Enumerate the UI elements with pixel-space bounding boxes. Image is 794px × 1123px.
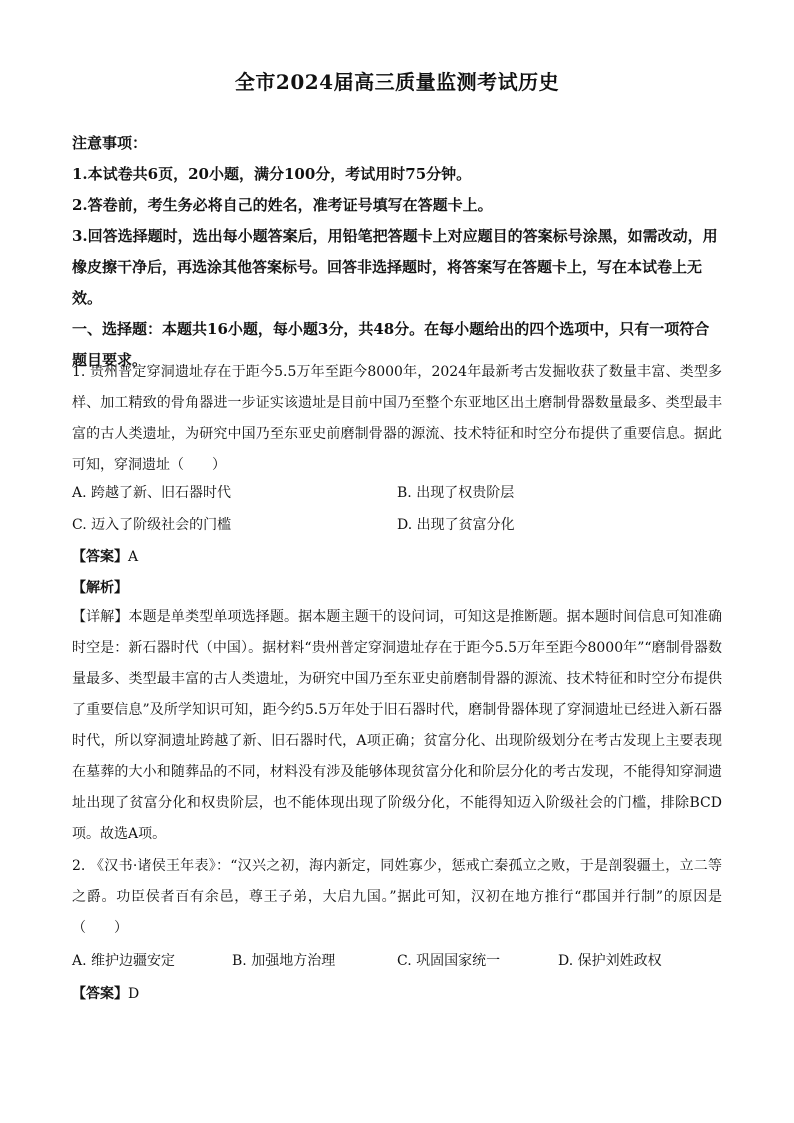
section-heading: 一、选择题：本题共16小题，每小题3分，共48分。在每小题给出的四个选项中，只有一项符合题目要求。 [72, 320, 710, 369]
q2-option-c[interactable]: C. 巩固国家统一 [397, 953, 501, 969]
question-1-stem: 1. 贵州普定穿洞遗址存在于距今5.5万年至距今8000年，2024年最新考古发掘收获了数量丰富、类型多样、加工精致的骨角器进一步证实该遗址是目前中国乃至整个东亚地区出土磨制骨器数量最多、类型最丰富的古人类遗址，为研究中国乃至东亚史前磨制骨器的源流、技术特征和时空分布提供了重要信息。据此可知，穿洞遗址（ ） [72, 364, 722, 473]
note-item: 2.答卷前，考生务必将自己的姓名，准考证号填写在答题卡上。 [72, 196, 493, 214]
q2-option-d[interactable]: D. 保护刘姓政权 [558, 953, 662, 969]
note-item: 3.回答选择题时，选出每小题答案后，用铅笔把答题卡上对应题目的答案标号涂黑，如需改动，用橡皮擦干净后，再选涂其他答案标号。回答非选择题时，将答案写在答题卡上，写在本试卷上无效。 [72, 227, 718, 307]
note-item: 1.本试卷共6页，20小题，满分100分，考试用时75分钟。 [72, 165, 472, 183]
answer-value: A [128, 549, 139, 565]
q1-option-d[interactable]: D. 出现了贫富分化 [397, 517, 515, 533]
q2-answer [72, 983, 139, 1003]
q2-option-b[interactable]: B. 加强地方治理 [232, 953, 336, 969]
answer-value: D [128, 986, 140, 1002]
q1-analysis-label: 【解析】 [72, 580, 128, 596]
q1-option-b[interactable]: B. 出现了权贵阶层 [397, 485, 515, 501]
page-title: 全市2024届高三质量监测考试历史 [234, 70, 560, 94]
question-2-stem: 2. 《汉书·诸侯王年表》：“汉兴之初，海内新定，同姓寡少，惩戒亡秦孤立之败，于是剖裂疆土，立二等之爵。功臣侯者百有余邑，尊王子弟，大启九国。”据此可知，汉初在地方推行“郡国并行制”的原因是（ ） [72, 858, 722, 936]
notes-heading: 注意事项： [72, 134, 148, 152]
q1-detail: 【详解】本题是单类型单项选择题。据本题主题干的设问词，可知这是推断题。据本题时间信息可知准确时空是：新石器时代（中国）。据材料“贵州普定穿洞遗址存在于距今5.5万年至距今8000年”“磨制骨器数量最多、类型最丰富的古人类遗址，为研究中国乃至东亚史前磨制骨器的源流、技术特征和时空分布提供了重要信息”及所学知识可知，距今约5.5万年处于旧石器时代，磨制骨器体现了穿洞遗址已经进入新石器时代，所以穿洞遗址跨越了新、旧石器时代，A项正确；贫富分化、出现阶级划分在考古发现上主要表现在墓葬的大小和随葬品的不同，材料没有涉及能够体现贫富分化和阶层分化的考古发现，不能得知穿洞遗址出现了贫富分化和权贵阶层，也不能体现出现了阶级分化，不能得知迈入阶级社会的门槛，排除BCD项。故选A项。 [72, 609, 722, 842]
notes-block [72, 128, 722, 376]
q2-option-a[interactable]: A. 维护边疆安定 [72, 953, 176, 969]
answer-label: 【答案】 [72, 549, 128, 565]
q1-option-c[interactable]: C. 迈入了阶级社会的门槛 [72, 517, 232, 533]
answer-label: 【答案】 [72, 986, 128, 1002]
q1-option-a[interactable]: A. 跨越了新、旧石器时代 [72, 485, 232, 501]
q1-answer [72, 546, 138, 566]
